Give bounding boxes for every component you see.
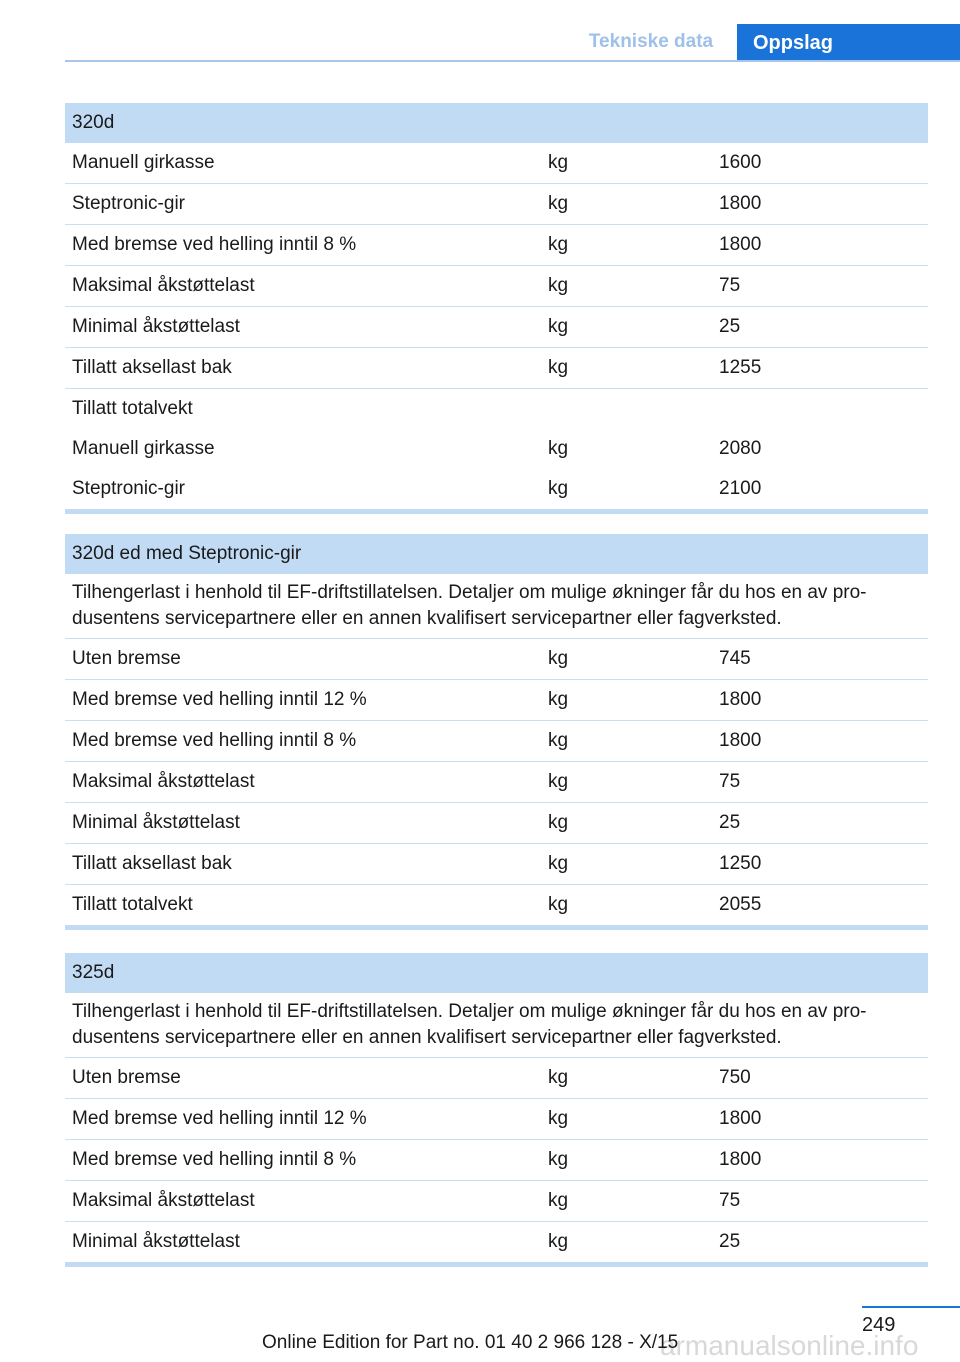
row-unit: kg (548, 316, 569, 337)
row-value: 25 (719, 316, 741, 337)
row-value: 745 (719, 648, 751, 669)
table-row (65, 721, 928, 762)
row-label: Uten bremse (72, 648, 181, 669)
row-unit: kg (548, 1190, 569, 1211)
table-row (65, 389, 928, 429)
row-unit: kg (548, 478, 569, 499)
row-unit: kg (548, 730, 569, 751)
spec-table-320d-ed (65, 534, 928, 930)
spec-table-320d (65, 103, 928, 514)
row-value: 2055 (719, 894, 762, 915)
table-row (65, 184, 928, 225)
row-value: 75 (719, 1190, 741, 1211)
row-value: 75 (719, 275, 741, 296)
row-label: Uten bremse (72, 1067, 181, 1088)
row-unit: kg (548, 234, 569, 255)
row-label: Tillatt totalvekt (72, 894, 193, 915)
row-label: Med bremse ved helling inntil 12 % (72, 689, 367, 710)
row-value: 1800 (719, 689, 762, 710)
edition-note: Online Edition for Part no. 01 40 2 966 128 - X/15 (262, 1332, 679, 1353)
table-title: 320d ed med Steptronic-gir (65, 534, 928, 574)
table-row (65, 803, 928, 844)
row-label: Tillatt totalvekt (72, 398, 193, 419)
row-unit: kg (548, 771, 569, 792)
row-value: 1250 (719, 853, 762, 874)
table-note-row (65, 574, 928, 639)
watermark: armanualsonline.info (660, 1330, 919, 1361)
row-unit: kg (548, 193, 569, 214)
spec-table-325d (65, 953, 928, 1267)
row-label: Med bremse ved helling inntil 8 % (72, 234, 357, 255)
row-label: Steptronic-gir (72, 193, 185, 214)
row-label: Tillatt aksellast bak (72, 853, 232, 874)
table-title: 320d (65, 103, 928, 143)
row-unit: kg (548, 438, 569, 459)
row-label: Maksimal åkstøttelast (72, 275, 255, 296)
table-row (65, 266, 928, 307)
table-row (65, 1099, 928, 1140)
row-unit: kg (548, 152, 569, 173)
row-value: 1800 (719, 730, 762, 751)
row-value: 1800 (719, 1108, 762, 1129)
row-label: Med bremse ved helling inntil 8 % (72, 1149, 357, 1170)
row-value: 2080 (719, 438, 762, 459)
row-label: Minimal åkstøttelast (72, 812, 240, 833)
chapter-tab-oppslag[interactable]: Oppslag (737, 24, 960, 62)
table-row (65, 143, 928, 184)
row-label: Med bremse ved helling inntil 12 % (72, 1108, 367, 1129)
table-footer-band (65, 1262, 928, 1267)
row-unit: kg (548, 275, 569, 296)
table-row (65, 307, 928, 348)
table-note: Tilhengerlast i henhold til EF-driftstillatelsen. Detaljer om mulige økninger får du hos en av pro-dusentens servicepartnere eller en annen kvalifisert servicepartner eller fagverksted. (72, 1001, 867, 1048)
row-unit: kg (548, 1149, 569, 1170)
row-value: 75 (719, 771, 741, 792)
row-unit: kg (548, 812, 569, 833)
table-footer-band (65, 509, 928, 514)
header-rule (65, 60, 960, 62)
row-unit: kg (548, 689, 569, 710)
table-row (65, 1181, 928, 1222)
row-label: Manuell girkasse (72, 438, 215, 459)
table-row (65, 885, 928, 925)
row-unit: kg (548, 648, 569, 669)
table-row (65, 1222, 928, 1262)
row-unit: kg (548, 1231, 569, 1252)
row-label: Maksimal åkstøttelast (72, 771, 255, 792)
row-unit: kg (548, 1108, 569, 1129)
row-label: Minimal åkstøttelast (72, 316, 240, 337)
row-value: 25 (719, 812, 741, 833)
row-label: Manuell girkasse (72, 152, 215, 173)
row-value: 1800 (719, 234, 762, 255)
row-value: 750 (719, 1067, 751, 1088)
row-label: Tillatt aksellast bak (72, 357, 232, 378)
table-row (65, 429, 928, 469)
table-row (65, 1140, 928, 1181)
page-number: 249 (862, 1314, 896, 1336)
row-value: 2100 (719, 478, 762, 499)
row-label: Med bremse ved helling inntil 8 % (72, 730, 357, 751)
table-footer-band (65, 925, 928, 930)
table-note: Tilhengerlast i henhold til EF-driftstillatelsen. Detaljer om mulige økninger får du hos en av pro-dusentens servicepartnere eller en annen kvalifisert servicepartner eller fagverksted. (72, 582, 867, 629)
row-unit: kg (548, 1067, 569, 1088)
row-unit: kg (548, 853, 569, 874)
row-label: Minimal åkstøttelast (72, 1231, 240, 1252)
footer-rule (862, 1306, 960, 1308)
row-unit: kg (548, 894, 569, 915)
table-row (65, 680, 928, 721)
table-row (65, 469, 928, 509)
table-note-row (65, 993, 928, 1058)
table-row (65, 762, 928, 803)
row-unit: kg (548, 357, 569, 378)
row-label: Steptronic-gir (72, 478, 185, 499)
row-value: 1600 (719, 152, 762, 173)
row-value: 1800 (719, 193, 762, 214)
table-row (65, 639, 928, 680)
row-label: Maksimal åkstøttelast (72, 1190, 255, 1211)
table-row (65, 225, 928, 266)
row-value: 1800 (719, 1149, 762, 1170)
row-value: 1255 (719, 357, 762, 378)
row-value: 25 (719, 1231, 741, 1252)
table-title: 325d (65, 953, 928, 993)
table-row (65, 348, 928, 389)
section-tab-tekniske-data[interactable]: Tekniske data (588, 31, 714, 52)
table-row (65, 844, 928, 885)
table-row (65, 1058, 928, 1099)
